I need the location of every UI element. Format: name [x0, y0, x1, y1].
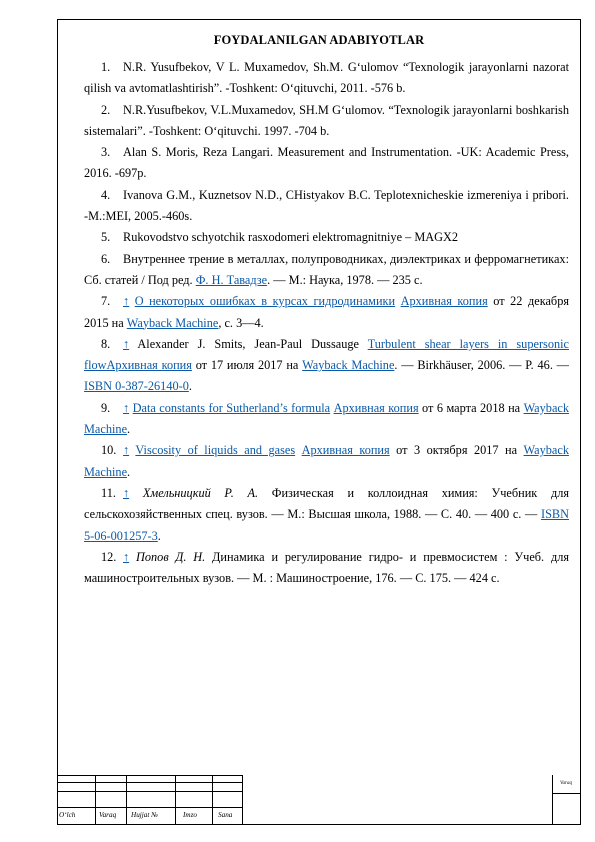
reference-text: Rukovodstvo schyotchik rasxodomeri elektromagnitniye – MAGX2 [123, 230, 459, 245]
stamp-label-sana: Sana [218, 811, 233, 819]
wayback-link[interactable]: Wayback Machine [84, 400, 570, 437]
reference-text: от 3 октября 2017 на [389, 443, 524, 458]
stamp-line [212, 775, 213, 825]
stamp-line [552, 793, 581, 794]
wayback-link[interactable]: Wayback Machine [302, 358, 395, 373]
reference-number: 10. [101, 443, 117, 458]
reference-list [84, 57, 569, 589]
stamp-label-olch: O‘lch [59, 811, 76, 819]
stamp-line [57, 791, 242, 792]
reference-text: Динамика и регулирование гидро- и превмосистем : Учеб. для машиностроительных вузов. — М. : Машиностроение, 176. — С. 175. — 424 с. [84, 549, 569, 586]
reference-number: 4. [101, 187, 111, 202]
stamp-label-varaq: Varaq [99, 811, 117, 819]
reference-text: Внутреннее трение в металлах, полупроводниках, диэлектриках и ферромагнетиках: Сб. статей / Под ред. [84, 251, 569, 287]
stamp-label-hujjat: Hujjat № [131, 811, 158, 819]
stamp-label-imzo: Imzo [183, 811, 197, 819]
reference-item-2 [84, 100, 569, 143]
reference-text: . — М.: Наука, 1978. — 235 с. [267, 272, 423, 287]
page-title: FOYDALANILGAN ADABIYOTLAR [213, 33, 425, 47]
reference-text: Физическая и коллоидная химия: Учебник для сельскохозяйственных спец. вузов. — М.: Высшая школа, 1988. — С. 40. — 400 с. — [84, 485, 569, 522]
stamp-line [57, 807, 242, 808]
back-arrow-link[interactable]: ↑ [123, 485, 130, 500]
back-arrow-link[interactable]: ↑ [123, 400, 130, 415]
reference-item-4 [84, 185, 569, 228]
reference-number: 9. [101, 400, 111, 415]
source-link[interactable]: Viscosity of liquids and gases [135, 443, 296, 458]
stamp-line [175, 775, 176, 825]
reference-item-1 [84, 57, 569, 100]
reference-text: от 22 декабря 2015 на [84, 294, 569, 330]
reference-text: . [157, 528, 161, 543]
reference-item-5 [84, 227, 569, 248]
reference-number: 5. [101, 230, 111, 245]
back-arrow-link[interactable]: ↑ [123, 294, 130, 309]
reference-text: . — Birkhäuser, 2006. — P. 46. — [394, 358, 569, 373]
reference-text: от 17 июля 2017 на [191, 358, 303, 373]
wayback-link[interactable]: Wayback Machine [84, 443, 569, 479]
title-block-stamp [57, 775, 581, 825]
back-arrow-link[interactable]: ↑ [123, 336, 130, 351]
reference-number: 7. [101, 294, 111, 309]
reference-number: 3. [101, 145, 111, 160]
stamp-line [242, 775, 243, 825]
reference-item-9 [84, 398, 569, 441]
reference-item-7 [84, 291, 569, 334]
isbn-link[interactable]: ISBN 5-06-001257-3 [84, 507, 569, 543]
reference-number: 1. [101, 60, 111, 74]
reference-item-12 [84, 547, 569, 590]
reference-text: N.R. Yusufbekov, V L. Muxamedov, Sh.M. G‘ulomov “Texnologik jarayonlarni nazorat qilish va avtomatlashtirish”. -Toshkent: O‘qituvchi, 2011. -576 b. [84, 60, 569, 96]
reference-author: Попов Д. Н. [136, 549, 206, 564]
reference-number: 6. [101, 251, 111, 266]
stamp-line [57, 782, 242, 783]
source-link[interactable]: О некоторых ошибках в курсах гидродинамики [134, 294, 396, 309]
reference-text: , с. 3—4. [218, 315, 264, 330]
reference-item-10 [84, 440, 569, 483]
reference-number: 2. [101, 102, 111, 117]
reference-text: Ivanova G.M., Kuznetsov N.D., CHistyakov B.C. Teplotexnicheskie izmereniya i pribori. -M.:MEI, 2005.-460s. [84, 187, 569, 224]
archive-link[interactable]: Архивная копия [301, 443, 390, 458]
reference-item-3 [84, 142, 569, 185]
source-link[interactable]: Data constants for Sutherland’s formula [132, 400, 331, 415]
stamp-sheet-label: Varaq [560, 781, 572, 786]
reference-text: . [127, 422, 131, 437]
reference-number: 12. [101, 549, 117, 564]
wayback-link[interactable]: Wayback Machine [126, 315, 219, 330]
editor-link[interactable]: Ф. Н. Тавадзе [195, 272, 268, 287]
isbn-link[interactable]: ISBN 0-387-26140-0 [84, 379, 189, 394]
back-arrow-link[interactable]: ↑ [123, 443, 130, 458]
reference-text: от 6 марта 2018 на [418, 400, 524, 415]
back-arrow-link[interactable]: ↑ [123, 549, 130, 564]
reference-text: . [127, 464, 131, 479]
reference-item-6 [84, 249, 569, 292]
stamp-line [57, 775, 242, 776]
stamp-line [126, 775, 127, 825]
archive-link[interactable]: Архивная копия [400, 294, 488, 309]
reference-author: Хмельницкий Р. А. [142, 485, 259, 500]
reference-item-8 [84, 334, 569, 398]
stamp-line [95, 775, 96, 825]
archive-link[interactable]: Архивная копия [333, 400, 419, 415]
reference-item-11 [84, 483, 569, 547]
reference-text: . [188, 379, 192, 394]
reference-text: Alexander J. Smits, Jean-Paul Dussauge [129, 336, 368, 351]
reference-text: N.R.Yusufbekov, V.L.Muxamedov, SH.M G‘ulomov. “Texnologik jarayonlarni boshkarish sistemalari”. -Toshkent: O‘qituvchi. 1997. -704 b. [84, 102, 569, 138]
source-link[interactable]: Turbulent shear layers in supersonic flow [84, 336, 569, 373]
reference-number: 11. [101, 485, 116, 500]
stamp-line [552, 775, 553, 825]
reference-number: 8. [101, 336, 111, 351]
archive-link[interactable]: Архивная копия [106, 358, 192, 373]
reference-text: Alan S. Moris, Reza Langari. Measurement and Instrumentation. -UK: Academic Press, 2016. -697p. [84, 145, 569, 181]
